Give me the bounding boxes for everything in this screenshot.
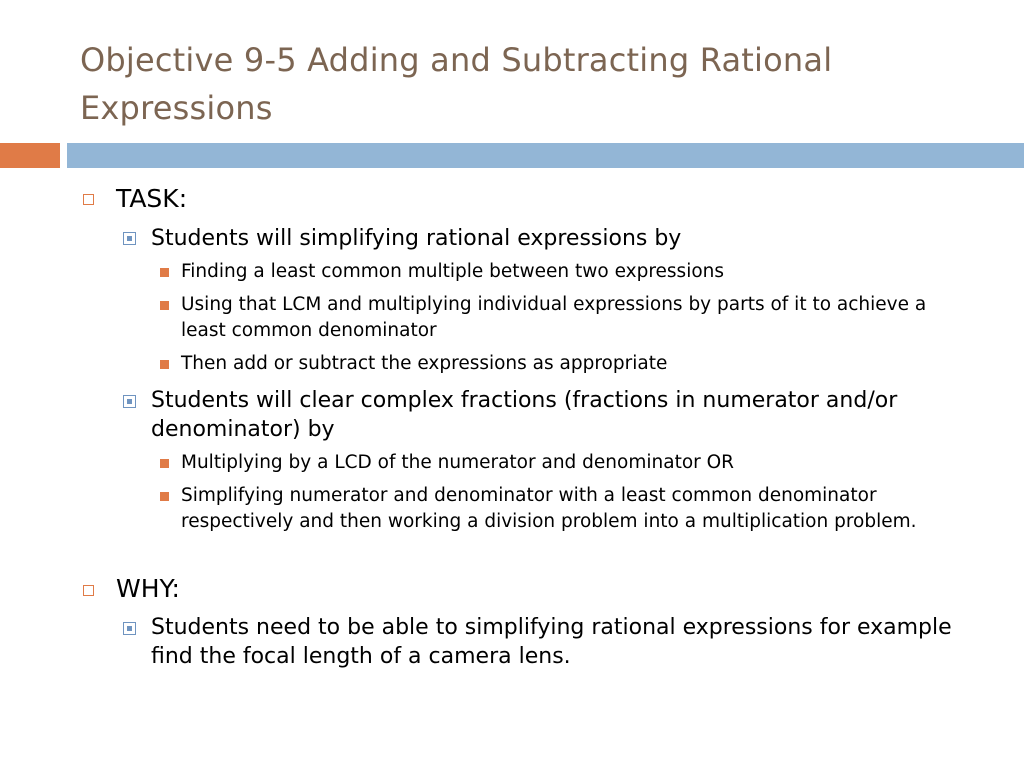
accent-bar-blue — [67, 143, 1024, 168]
why-heading: WHY: — [116, 574, 180, 603]
task-heading: TASK: — [116, 184, 188, 213]
accent-bar-orange — [0, 143, 60, 168]
hollow-square-bullet-icon — [83, 585, 94, 596]
task-item-1-subitem-2: Using that LCM and multiplying individual expressions by parts of it to achieve a least common denominator — [181, 294, 927, 341]
filled-square-bullet-icon — [160, 492, 169, 501]
filled-square-bullet-icon — [160, 268, 169, 277]
hollow-square-bullet-icon — [83, 194, 94, 205]
framed-square-bullet-icon — [123, 622, 136, 635]
filled-square-bullet-icon — [160, 360, 169, 369]
slide-title: Objective 9-5 Adding and Subtracting Rational Expressions — [80, 41, 833, 127]
framed-square-bullet-icon — [123, 232, 136, 245]
why-item-1: Students need to be able to simplifying rational expressions for example find the focal length of a camera lens. — [151, 615, 952, 669]
task-item-1: Students will simplifying rational expressions by — [151, 226, 682, 251]
task-item-2-subitem-2: Simplifying numerator and denominator with a least common denominator respectively and then working a division problem into a multiplication problem. — [181, 485, 917, 532]
filled-square-bullet-icon — [160, 459, 169, 468]
task-item-1-subitem-1: Finding a least common multiple between two expressions — [181, 261, 725, 282]
filled-square-bullet-icon — [160, 301, 169, 310]
task-item-1-subitem-3: Then add or subtract the expressions as appropriate — [181, 353, 668, 374]
task-item-2-subitem-1: Multiplying by a LCD of the numerator and denominator OR — [181, 452, 735, 473]
framed-square-bullet-icon — [123, 395, 136, 408]
task-item-2: Students will clear complex fractions (fractions in numerator and/or denominator) by — [151, 388, 898, 442]
